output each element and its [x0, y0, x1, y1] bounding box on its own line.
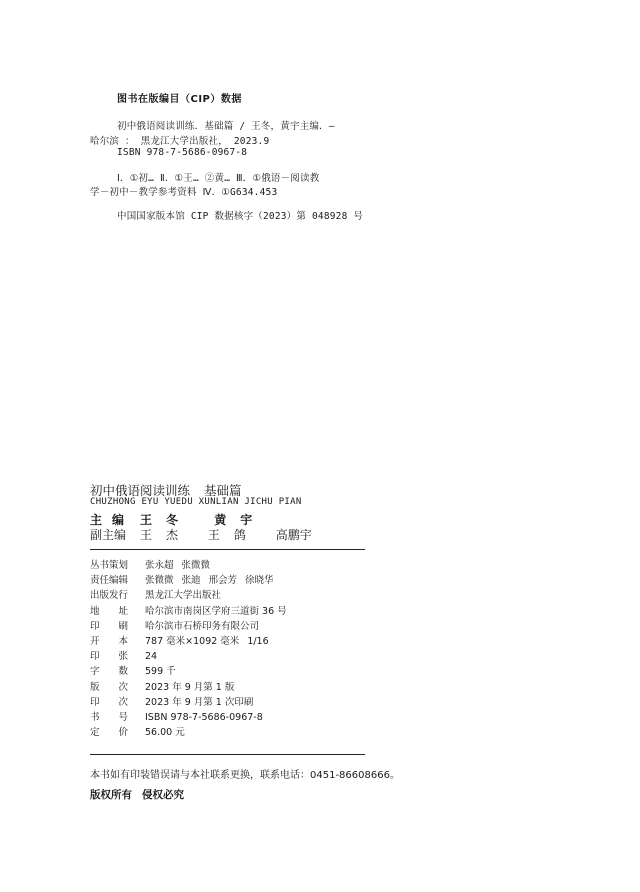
info-row [90, 634, 287, 649]
info-value-part: 张微微 [145, 575, 174, 587]
deputy-editors [90, 526, 324, 543]
info-row [90, 604, 287, 619]
info-value [145, 619, 259, 634]
info-row [90, 558, 287, 573]
chief-editor-name: 黄宇 [214, 513, 267, 527]
info-row [90, 695, 287, 710]
publication-info [90, 558, 287, 740]
info-value [145, 725, 185, 740]
infringement-warning: 侵权必究 [142, 789, 184, 801]
info-value-part: 56.00 元 [145, 727, 185, 739]
cip-classification: Ⅰ．①初… Ⅱ．①王… ②黄… Ⅲ．①俄语－阅读教 [117, 173, 320, 184]
chief-editor-label: 主编 [90, 513, 135, 527]
info-value-part: 24 [145, 651, 158, 663]
info-row [90, 725, 287, 740]
info-value [145, 588, 221, 603]
info-label: 版次 [90, 681, 148, 693]
copyright-notice [90, 787, 184, 802]
info-value-part: 徐晓华 [245, 575, 274, 587]
info-value-part: 1/16 [247, 635, 269, 647]
deputy-editor-label: 副主编 [90, 528, 127, 542]
info-label: 开本 [90, 635, 148, 647]
info-value-part: ISBN 978-7-5686-0967-8 [145, 711, 263, 723]
info-label: 地址 [90, 605, 148, 617]
info-value-part: 张永超 [145, 560, 174, 571]
info-row [90, 573, 287, 588]
info-value-part: 张迪 [181, 575, 201, 587]
divider [90, 549, 365, 550]
book-subtitle: 基础篇 [204, 483, 242, 498]
info-label: 印张 [90, 651, 148, 663]
info-value [145, 649, 157, 664]
info-row [90, 649, 287, 664]
info-value-part: 787 毫米×1092 毫米 [145, 635, 240, 647]
info-label: 出版发行 [90, 590, 129, 602]
info-value-part: 2023 年 9 月第 1 次印刷 [145, 696, 254, 708]
info-row [90, 664, 287, 679]
info-label: 字数 [90, 666, 148, 678]
info-label: 定价 [90, 727, 148, 739]
cip-classification: 学－初中－教学参考资料 Ⅳ．①G634.453 [90, 187, 278, 198]
info-label: 印刷 [90, 620, 148, 632]
cip-line: 哈尔滨 ： 黑龙江大学出版社， 2023.9 [90, 136, 270, 147]
cip-isbn: ISBN 978-7-5686-0967-8 [117, 147, 248, 158]
info-row [90, 619, 287, 634]
info-row [90, 710, 287, 725]
info-value-part: 哈尔滨市石桥印务有限公司 [145, 620, 260, 632]
info-value [145, 710, 263, 725]
info-value [145, 604, 287, 619]
info-value-part: 邢会芳 [208, 575, 238, 587]
book-title-main: 初中俄语阅读训练 [90, 483, 191, 498]
info-value [145, 680, 234, 695]
info-value-part: 哈尔滨市南岗区学府三道街 36 号 [145, 605, 287, 617]
divider [90, 754, 365, 755]
info-value-part: 张微微 [181, 560, 211, 571]
info-label: 书号 [90, 711, 148, 723]
replacement-notice: 本书如有印装错误请与本社联系更换，联系电话：0451-86608666。 [90, 770, 400, 781]
deputy-editor-name: 王鸽 [207, 528, 260, 542]
book-pinyin: CHUZHONG EYU YUEDU XUNLIAN JICHU PIAN [90, 497, 302, 507]
deputy-editor-name: 王杰 [140, 528, 193, 542]
chief-editor-name: 王冬 [140, 513, 193, 527]
info-label: 印次 [90, 696, 148, 708]
info-value [145, 573, 274, 588]
rights-reserved: 版权所有 [90, 789, 132, 801]
cip-title: 图书在版编目（CIP）数据 [117, 94, 242, 105]
deputy-editor-names [140, 526, 324, 543]
info-value-part: 黑龙江大学出版社 [145, 590, 222, 602]
deputy-editor-name: 高鹏宇 [275, 528, 312, 542]
info-label: 丛书策划 [90, 560, 129, 571]
info-label: 责任编辑 [90, 575, 129, 587]
info-row [90, 680, 287, 695]
info-value [145, 664, 176, 679]
info-value-part: 2023 年 9 月第 1 版 [145, 681, 235, 693]
info-value-part: 599 千 [145, 666, 176, 678]
info-row [90, 588, 287, 603]
info-value [145, 695, 253, 710]
cip-record-number: 中国国家版本馆 CIP 数据核字（2023）第 048928 号 [117, 211, 364, 222]
info-value [145, 634, 269, 649]
cip-line: 初中俄语阅读训练．基础篇 / 王冬，黄宇主编．— [117, 121, 335, 132]
info-value [145, 558, 210, 573]
